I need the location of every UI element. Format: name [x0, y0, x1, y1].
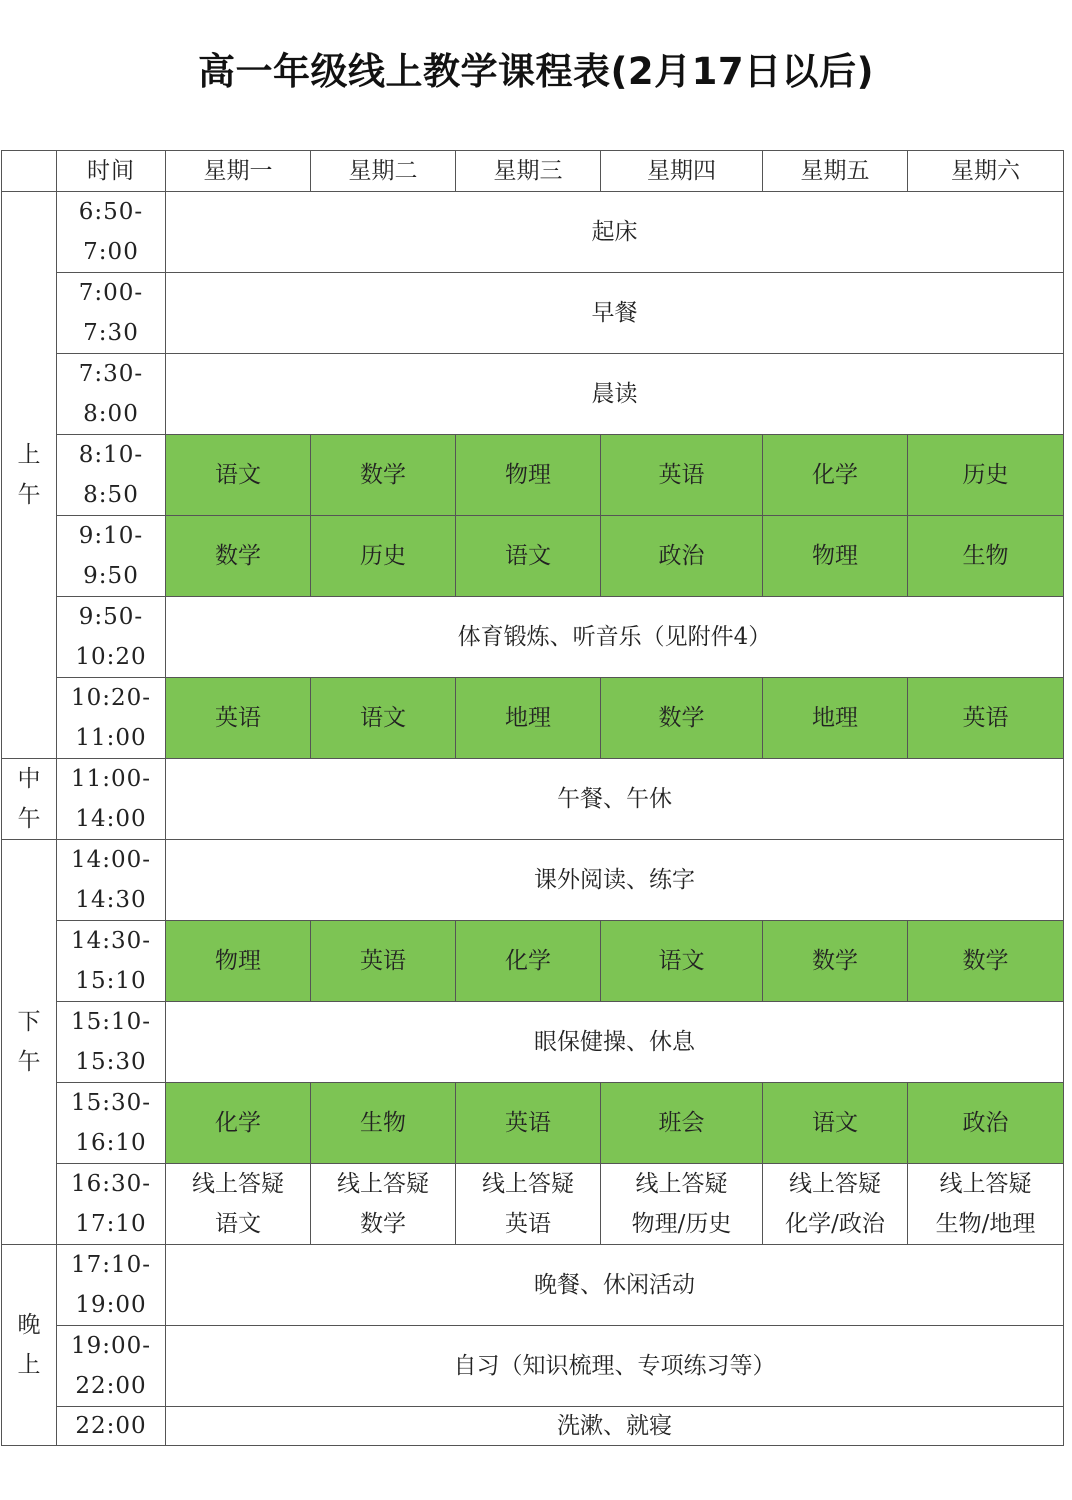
period-label-morning: 上 午 [2, 192, 57, 759]
time-start: 7:30- [78, 361, 144, 387]
subject-cell: 数学 [166, 516, 311, 597]
header-day: 星期四 [601, 151, 763, 192]
qa-label: 线上答疑 [192, 1171, 284, 1197]
schedule-row [2, 516, 1064, 597]
activity-cell: 自习（知识梳理、专项练习等） [166, 1326, 1064, 1407]
qa-cell [311, 1164, 456, 1245]
schedule-row [2, 1245, 1064, 1326]
time-start: 19:00- [70, 1333, 152, 1359]
time-start: 9:50- [78, 604, 144, 630]
page-title: 高一年级线上教学课程表(2月17日以后) [197, 50, 875, 93]
time-cell [57, 435, 166, 516]
time-cell [57, 921, 166, 1002]
qa-label: 线上答疑 [337, 1171, 429, 1197]
activity-cell: 晨读 [166, 354, 1064, 435]
activity-cell: 体育锻炼、听音乐（见附件4） [166, 597, 1064, 678]
header-day: 星期五 [763, 151, 908, 192]
qa-subject: 英语 [505, 1211, 551, 1237]
header-day: 星期一 [166, 151, 311, 192]
subject-cell: 生物 [908, 516, 1064, 597]
schedule-row [2, 759, 1064, 840]
subject-cell: 地理 [456, 678, 601, 759]
period-label-noon: 中 午 [2, 759, 57, 840]
schedule-row [2, 1407, 1064, 1446]
schedule-row [2, 435, 1064, 516]
schedule-row [2, 1083, 1064, 1164]
subject-cell: 物理 [456, 435, 601, 516]
header-day: 星期六 [908, 151, 1064, 192]
schedule-row [2, 354, 1064, 435]
time-cell [57, 1245, 166, 1326]
time-start: 8:10- [78, 442, 144, 468]
time-end: 19:00 [75, 1292, 147, 1318]
activity-cell: 洗漱、就寝 [166, 1407, 1064, 1446]
activity-cell: 早餐 [166, 273, 1064, 354]
time-cell [57, 597, 166, 678]
activity-cell: 课外阅读、练字 [166, 840, 1064, 921]
subject-cell: 班会 [601, 1083, 763, 1164]
schedule-row [2, 921, 1064, 1002]
activity-cell: 午餐、午休 [166, 759, 1064, 840]
period-label-afternoon: 下 午 [2, 840, 57, 1245]
qa-subject: 物理/历史 [631, 1211, 732, 1237]
schedule-row [2, 1164, 1064, 1245]
time-cell [57, 1083, 166, 1164]
qa-label: 线上答疑 [939, 1171, 1032, 1197]
time-cell [57, 678, 166, 759]
header-day: 星期二 [311, 151, 456, 192]
time-end: 14:00 [75, 806, 147, 832]
time-start: 14:30- [70, 928, 152, 954]
qa-cell [456, 1164, 601, 1245]
subject-cell: 数学 [311, 435, 456, 516]
subject-cell: 数学 [601, 678, 763, 759]
time-end: 7:00 [83, 239, 139, 265]
time-start: 17:10- [70, 1252, 152, 1278]
subject-cell: 语文 [166, 435, 311, 516]
time-start: 6:50- [78, 199, 144, 225]
time-cell [57, 1407, 166, 1446]
subject-cell: 英语 [456, 1083, 601, 1164]
subject-cell: 数学 [908, 921, 1064, 1002]
activity-cell: 起床 [166, 192, 1064, 273]
time-start: 15:10- [70, 1009, 152, 1035]
time-cell [57, 273, 166, 354]
subject-cell: 化学 [166, 1083, 311, 1164]
time-end: 8:50 [83, 482, 139, 508]
time-end: 10:20 [75, 644, 147, 670]
time-cell [57, 1326, 166, 1407]
subject-cell: 英语 [311, 921, 456, 1002]
qa-label: 线上答疑 [482, 1171, 574, 1197]
time-end: 8:00 [83, 401, 139, 427]
header-row [2, 151, 1064, 192]
schedule-row [2, 678, 1064, 759]
time-start: 11:00- [70, 766, 152, 792]
subject-cell: 生物 [311, 1083, 456, 1164]
schedule-row [2, 1002, 1064, 1083]
qa-label: 线上答疑 [789, 1171, 881, 1197]
subject-cell: 语文 [601, 921, 763, 1002]
activity-cell: 晚餐、休闲活动 [166, 1245, 1064, 1326]
qa-cell [908, 1164, 1064, 1245]
qa-subject: 生物/地理 [935, 1211, 1036, 1237]
time-cell [57, 192, 166, 273]
qa-subject: 语文 [215, 1211, 261, 1237]
qa-label: 线上答疑 [635, 1171, 728, 1197]
time-start: 16:30- [70, 1171, 152, 1197]
time-end: 15:30 [75, 1049, 147, 1075]
schedule-table [1, 150, 1064, 1446]
subject-cell: 政治 [908, 1083, 1064, 1164]
subject-cell: 历史 [311, 516, 456, 597]
time-end: 22:00 [75, 1373, 147, 1399]
schedule-row [2, 597, 1064, 678]
time-start: 14:00- [70, 847, 152, 873]
time-text: 22:00 [75, 1413, 147, 1439]
subject-cell: 政治 [601, 516, 763, 597]
schedule-row [2, 192, 1064, 273]
subject-cell: 语文 [456, 516, 601, 597]
time-start: 10:20- [70, 685, 152, 711]
subject-cell: 语文 [311, 678, 456, 759]
subject-cell: 物理 [166, 921, 311, 1002]
header-day: 星期三 [456, 151, 601, 192]
subject-cell: 历史 [908, 435, 1064, 516]
qa-cell [166, 1164, 311, 1245]
header-time: 时间 [57, 151, 166, 192]
time-cell [57, 1002, 166, 1083]
subject-cell: 英语 [908, 678, 1064, 759]
period-label-evening: 晚 上 [2, 1245, 57, 1446]
subject-cell: 数学 [763, 921, 908, 1002]
time-cell [57, 840, 166, 921]
corner-cell [2, 151, 57, 192]
schedule-row [2, 1326, 1064, 1407]
time-cell [57, 759, 166, 840]
qa-cell [601, 1164, 763, 1245]
qa-cell [763, 1164, 908, 1245]
subject-cell: 化学 [456, 921, 601, 1002]
subject-cell: 化学 [763, 435, 908, 516]
time-cell [57, 516, 166, 597]
time-start: 9:10- [78, 523, 144, 549]
time-end: 17:10 [75, 1211, 147, 1237]
qa-subject: 化学/政治 [785, 1211, 885, 1237]
qa-subject: 数学 [360, 1211, 406, 1237]
time-cell [57, 354, 166, 435]
time-start: 7:00- [78, 280, 144, 306]
subject-cell: 语文 [763, 1083, 908, 1164]
time-end: 11:00 [75, 725, 147, 751]
subject-cell: 地理 [763, 678, 908, 759]
time-cell [57, 1164, 166, 1245]
time-end: 16:10 [75, 1130, 147, 1156]
time-start: 15:30- [70, 1090, 152, 1116]
time-end: 9:50 [83, 563, 139, 589]
time-end: 14:30 [75, 887, 147, 913]
schedule-row [2, 840, 1064, 921]
subject-cell: 英语 [601, 435, 763, 516]
time-end: 15:10 [75, 968, 147, 994]
activity-cell: 眼保健操、休息 [166, 1002, 1064, 1083]
subject-cell: 英语 [166, 678, 311, 759]
subject-cell: 物理 [763, 516, 908, 597]
time-end: 7:30 [83, 320, 139, 346]
schedule-row [2, 273, 1064, 354]
